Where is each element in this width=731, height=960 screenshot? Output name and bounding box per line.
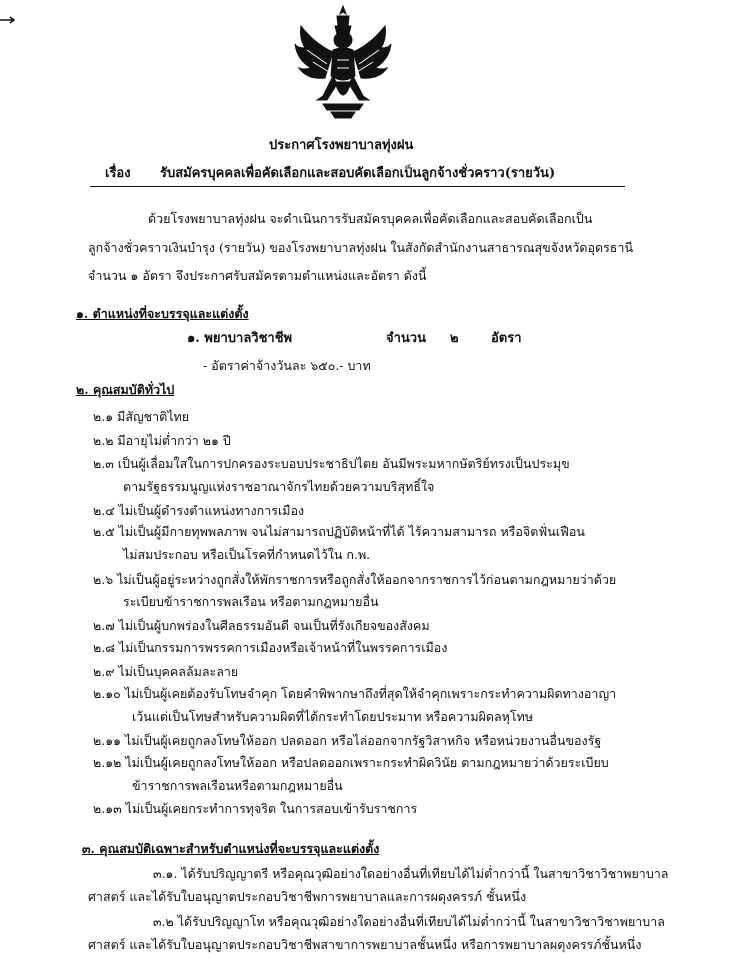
section-heading: ๓. คุณสมบัติเฉพาะสำหรับตำแหน่งที่จะบรรจุและแต่งตั้ง — [82, 841, 380, 856]
qualification-line: ตามรัฐธรรมนูญแห่งราชอาณาจักรไทยด้วยความบริสุทธิ์ใจ — [123, 479, 435, 494]
position-name: ๑. พยาบาลวิชาชีพ — [187, 331, 293, 346]
qualification-line: ๒.๑๐ ไม่เป็นผู้เคยต้องรับโทษจำคุก โดยคำพิพากษาถึงที่สุดให้จำคุกเพราะกระทำความผิดทางอาญา — [93, 686, 617, 701]
qualification-line: ๒.๖ ไม่เป็นผู้อยู่ระหว่างถูกสั่งให้พักราชการหรือถูกสั่งให้ออกจากราชการไว้ก่อนตามกฎหมายว่าด้วย — [93, 572, 617, 587]
qualification-line: ๒.๘ ไม่เป็นกรรมการพรรคการเมืองหรือเจ้าหน้าที่ในพรรคการเมือง — [93, 640, 448, 655]
qualification-line: ๒.๑๒ ไม่เป็นผู้เคยถูกลงโทษให้ออก หรือปลดออกเพราะกระทำผิดวินัย ตามกฎหมายว่าด้วยระเบียบ — [93, 755, 609, 770]
header-divider — [90, 186, 625, 187]
section-heading: ๑. ตำแหน่งที่จะบรรจุและแต่งตั้ง — [76, 306, 249, 321]
intro-line: ด้วยโรงพยาบาลทุ่งฝน จะดำเนินการรับสมัครบุคคลเพื่อคัดเลือกและสอบคัดเลือกเป็น — [148, 211, 593, 226]
qualification-line: เว้นแต่เป็นโทษสำหรับความผิดที่ได้กระทำโดยประมาท หรือความผิดลหุโทษ — [132, 709, 534, 724]
qualification-line: ๒.๑๓ ไม่เป็นผู้เคยกระทำการทุจริต ในการสอบเข้ารับราชการ — [93, 801, 418, 816]
qualification-line: ๒.๗ ไม่เป็นผู้บกพร่องในศีลธรรมอันดี จนเป็นที่รังเกียจของสังคม — [93, 618, 430, 633]
qualification-line: ๒.๑๑ ไม่เป็นผู้เคยถูกลงโทษให้ออก ปลดออก หรือไล่ออกจากรัฐวิสาหกิจ หรือหน่วยงานอื่นของรัฐ — [93, 733, 602, 748]
subject-text: รับสมัครบุคคลเพื่อคัดเลือกและสอบคัดเลือกเป็นลูกจ้างชั่วคราว(รายวัน) — [160, 166, 556, 181]
wage-rate: - อัตราค่าจ้างวันละ ๖๕๐.- บาท — [203, 358, 371, 373]
position-count-label: จำนวน — [386, 331, 426, 346]
qualification-line: ๒.๔ ไม่เป็นผู้ดำรงตำแหน่งทางการเมือง — [93, 503, 305, 518]
section-heading: ๒. คุณสมบัติทั่วไป — [76, 382, 175, 397]
qualification-line: ๒.๒ มีอายุไม่ต่ำกว่า ๒๑ ปี — [93, 433, 231, 448]
announcement-title: ประกาศโรงพยาบาลทุ่งฝน — [269, 138, 414, 153]
intro-line: ลูกจ้างชั่วคราวเงินบำรุง (รายวัน) ของโรงพยาบาลทุ่งฝน ในสังกัดสำนักงานสาธารณสุขจังหวัดอุดรธานี — [88, 240, 633, 255]
position-count-unit: อัตรา — [491, 331, 522, 346]
qualification-line: ไม่สมประกอบ หรือเป็นโรคที่กำหนดไว้ใน ก.พ. — [123, 547, 371, 562]
qualification-line: ๒.๓ เป็นผู้เลื่อมใสในการปกครองระบอบประชาธิปไตย อันมีพระมหากษัตริย์ทรงเป็นประมุข — [93, 456, 570, 471]
qualification-line: ระเบียบข้าราชการพลเรือน หรือตามกฎหมายอื่น — [123, 594, 379, 609]
specific-qualification-line: ๓.๑. ได้รับปริญญาตรี หรือคุณวุฒิอย่างใดอย่างอื่นที่เทียบได้ไม่ต่ำกว่านี้ ในสาขาวิชาวิชาพยาบาล — [153, 866, 669, 881]
specific-qualification-line: ๓.๒ ได้รับปริญญาโท หรือคุณวุฒิอย่างใดอย่างอื่นที่เทียบได้ไม่ต่ำกว่านี้ ในสาขาวิชาวิชาพยาบาล — [153, 914, 665, 929]
subject-label: เรื่อง — [105, 166, 131, 181]
qualification-line: ๒.๑ มีสัญชาติไทย — [93, 409, 190, 424]
garuda-emblem-icon — [293, 4, 393, 122]
margin-arrow-mark — [0, 16, 16, 24]
specific-qualification-line: ศาสตร์ และได้รับใบอนุญาตประกอบวิชาชีพสาขาการพยาบาลชั้นหนึ่ง หรือการพยาบาลผดุงครรภ์ชั้นหนึ่ง — [88, 937, 642, 952]
specific-qualification-line: ศาสตร์ และได้รับใบอนุญาตประกอบวิชาชีพการพยาบาลและการผดุงครรภ์ ชั้นหนึ่ง — [88, 889, 527, 904]
qualification-line: ๒.๕ ไม่เป็นผู้มีกายทุพพลภาพ จนไม่สามารถปฏิบัติหน้าที่ได้ ไร้ความสามารถ หรือจิตฟั่นเฟือน — [93, 524, 585, 539]
qualification-line: ๒.๙ ไม่เป็นบุคคลล้มละลาย — [93, 664, 239, 679]
intro-line: จำนวน ๑ อัตรา จึงประกาศรับสมัครตามตำแหน่งและอัตรา ดังนี้ — [88, 268, 427, 283]
qualification-line: ข้าราชการพลเรือนหรือตามกฎหมายอื่น — [132, 778, 343, 793]
position-count-value: ๒ — [450, 331, 459, 346]
